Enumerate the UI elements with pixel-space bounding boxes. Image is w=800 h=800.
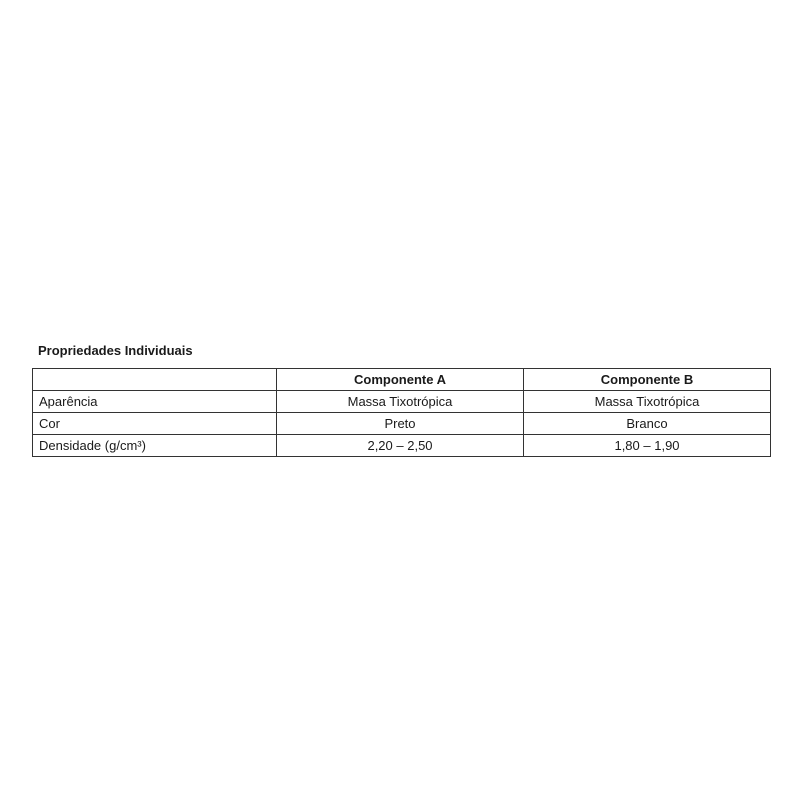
header-cell-componente-a: Componente A: [277, 369, 524, 391]
header-cell-componente-b: Componente B: [524, 369, 771, 391]
row-label: Densidade (g/cm³): [33, 435, 277, 457]
header-cell-empty: [33, 369, 277, 391]
table-row: [33, 391, 771, 413]
properties-table: [32, 368, 771, 457]
properties-section: [32, 343, 770, 457]
row-label: Cor: [33, 413, 277, 435]
cell-componente-b: Massa Tixotrópica: [524, 391, 771, 413]
section-title: Propriedades Individuais: [38, 343, 193, 358]
cell-componente-b: 1,80 – 1,90: [524, 435, 771, 457]
table-header-row: [33, 369, 771, 391]
table-row: [33, 435, 771, 457]
cell-componente-a: 2,20 – 2,50: [277, 435, 524, 457]
cell-componente-a: Massa Tixotrópica: [277, 391, 524, 413]
row-label: Aparência: [33, 391, 277, 413]
cell-componente-b: Branco: [524, 413, 771, 435]
cell-componente-a: Preto: [277, 413, 524, 435]
table-row: [33, 413, 771, 435]
